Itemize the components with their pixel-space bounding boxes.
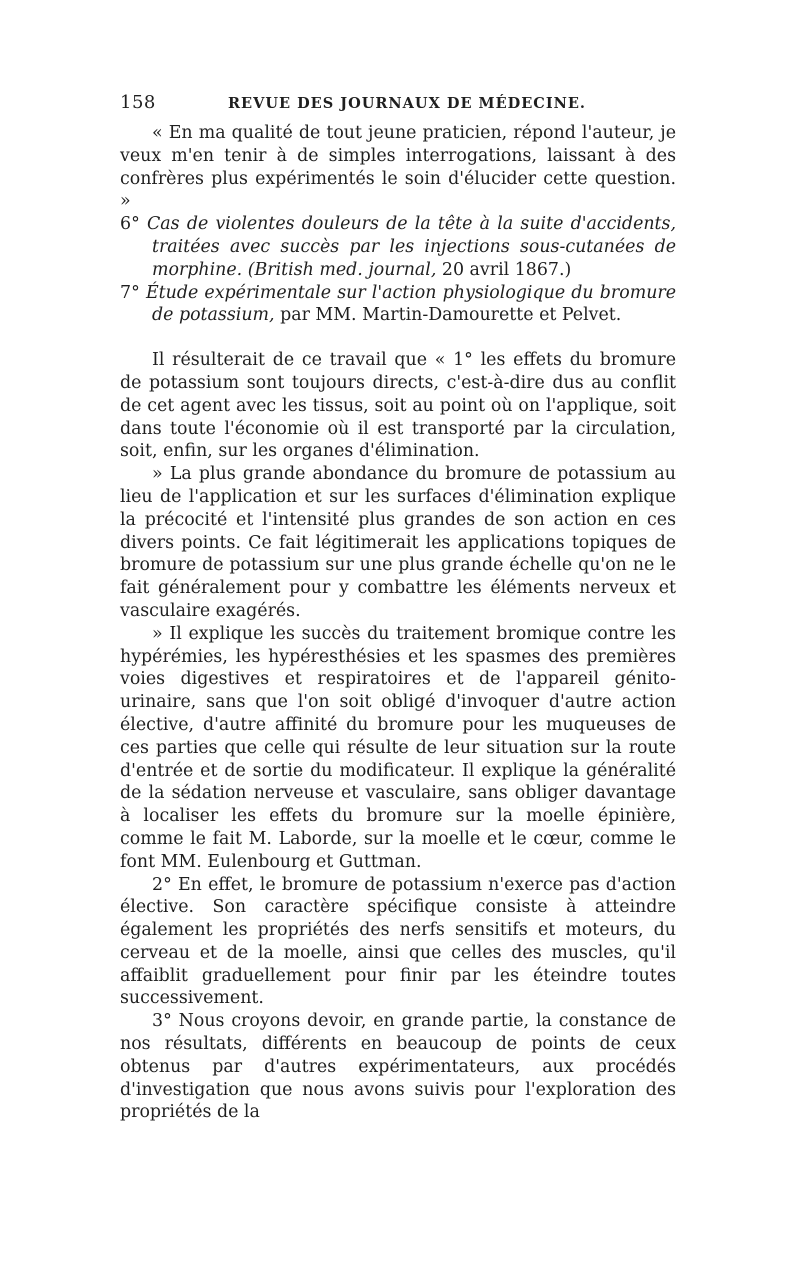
item-6-title: Cas de violentes douleurs de la tête à la suite d'accidents, traitées avec succès par les injections sous-cutanées de morphine. (British med. journal, — [147, 214, 676, 280]
item-7-authors: par MM. Martin-Damourette et Pelvet. — [274, 305, 622, 326]
item-6-date: 20 avril 1867.) — [436, 259, 572, 280]
page-number: 158 — [120, 92, 156, 113]
item-7-number: 7° — [120, 282, 140, 303]
running-title: REVUE DES JOURNAUX DE MÉDECINE. — [228, 95, 586, 112]
body-paragraph-2: » La plus grande abondance du bromure de potassium au lieu de l'application et sur les surfaces d'élimination explique la précocité et l'intensité plus grandes de son action en ces divers points. Ce fait légitimerait les applications topiques de bromure de potassium sur une plus grande échelle qu'on ne le fait généralement pour y combattre les éléments nerveux et vasculaire exagérés. — [120, 464, 676, 621]
item-6-number: 6° — [120, 214, 140, 235]
quote-paragraph: « En ma qualité de tout jeune praticien, répond l'auteur, je veux m'en tenir à de simples interrogations, laissant à des confrères plus expérimentés le soin d'élucider cette question. » — [120, 123, 676, 212]
body-paragraph-4: 2° En effet, le bromure de potassium n'exerce pas d'action élective. Son caractère spécifique consiste à atteindre également les propriétés des nerfs sensitifs et moteurs, du cerveau et de la moelle, ainsi que celles des muscles, qu'il affaiblit graduellement pour finir par les éteindre toutes successivement. — [120, 874, 676, 1009]
item-7-reference — [120, 282, 676, 328]
page-header — [120, 92, 676, 122]
document-page — [120, 92, 676, 1124]
item-6-reference — [120, 213, 676, 281]
body-paragraph-1: Il résulterait de ce travail que « 1° les effets du bromure de potassium sont toujours directs, c'est-à-dire dus au conflit de cet agent avec les tissus, soit au point où on l'applique, soit dans toute l'économie où il est transporté par la circulation, soit, enfin, sur les organes d'élimination. — [120, 350, 676, 462]
body-paragraph-3: » Il explique les succès du traitement bromique contre les hypérémies, les hypéresthésies et les spasmes des premières voies digestives et respiratoires et de l'appareil génito-urinaire, sans que l'on soit obligé d'invoquer d'autre action élective, d'autre affinité du bromure pour les muqueuses de ces parties que celle qui résulte de leur situation sur la route d'entrée et de sortie du modificateur. Il explique la généralité de la sédation nerveuse et vasculaire, sans obliger davantage à localiser les effets du bromure sur la moelle épinière, comme le fait M. Laborde, sur la moelle et le cœur, comme le font MM. Eulenbourg et Guttman. — [120, 623, 676, 872]
item-7-title: Étude expérimentale sur l'action physiologique du bromure de potassium, — [145, 282, 677, 326]
body-paragraph-5: 3° Nous croyons devoir, en grande partie, la constance de nos résultats, différents en beaucoup de points de ceux obtenus par d'autres expérimentateurs, aux procédés d'investigation que nous avons suivis pour l'exploration des propriétés de la — [120, 1011, 676, 1123]
